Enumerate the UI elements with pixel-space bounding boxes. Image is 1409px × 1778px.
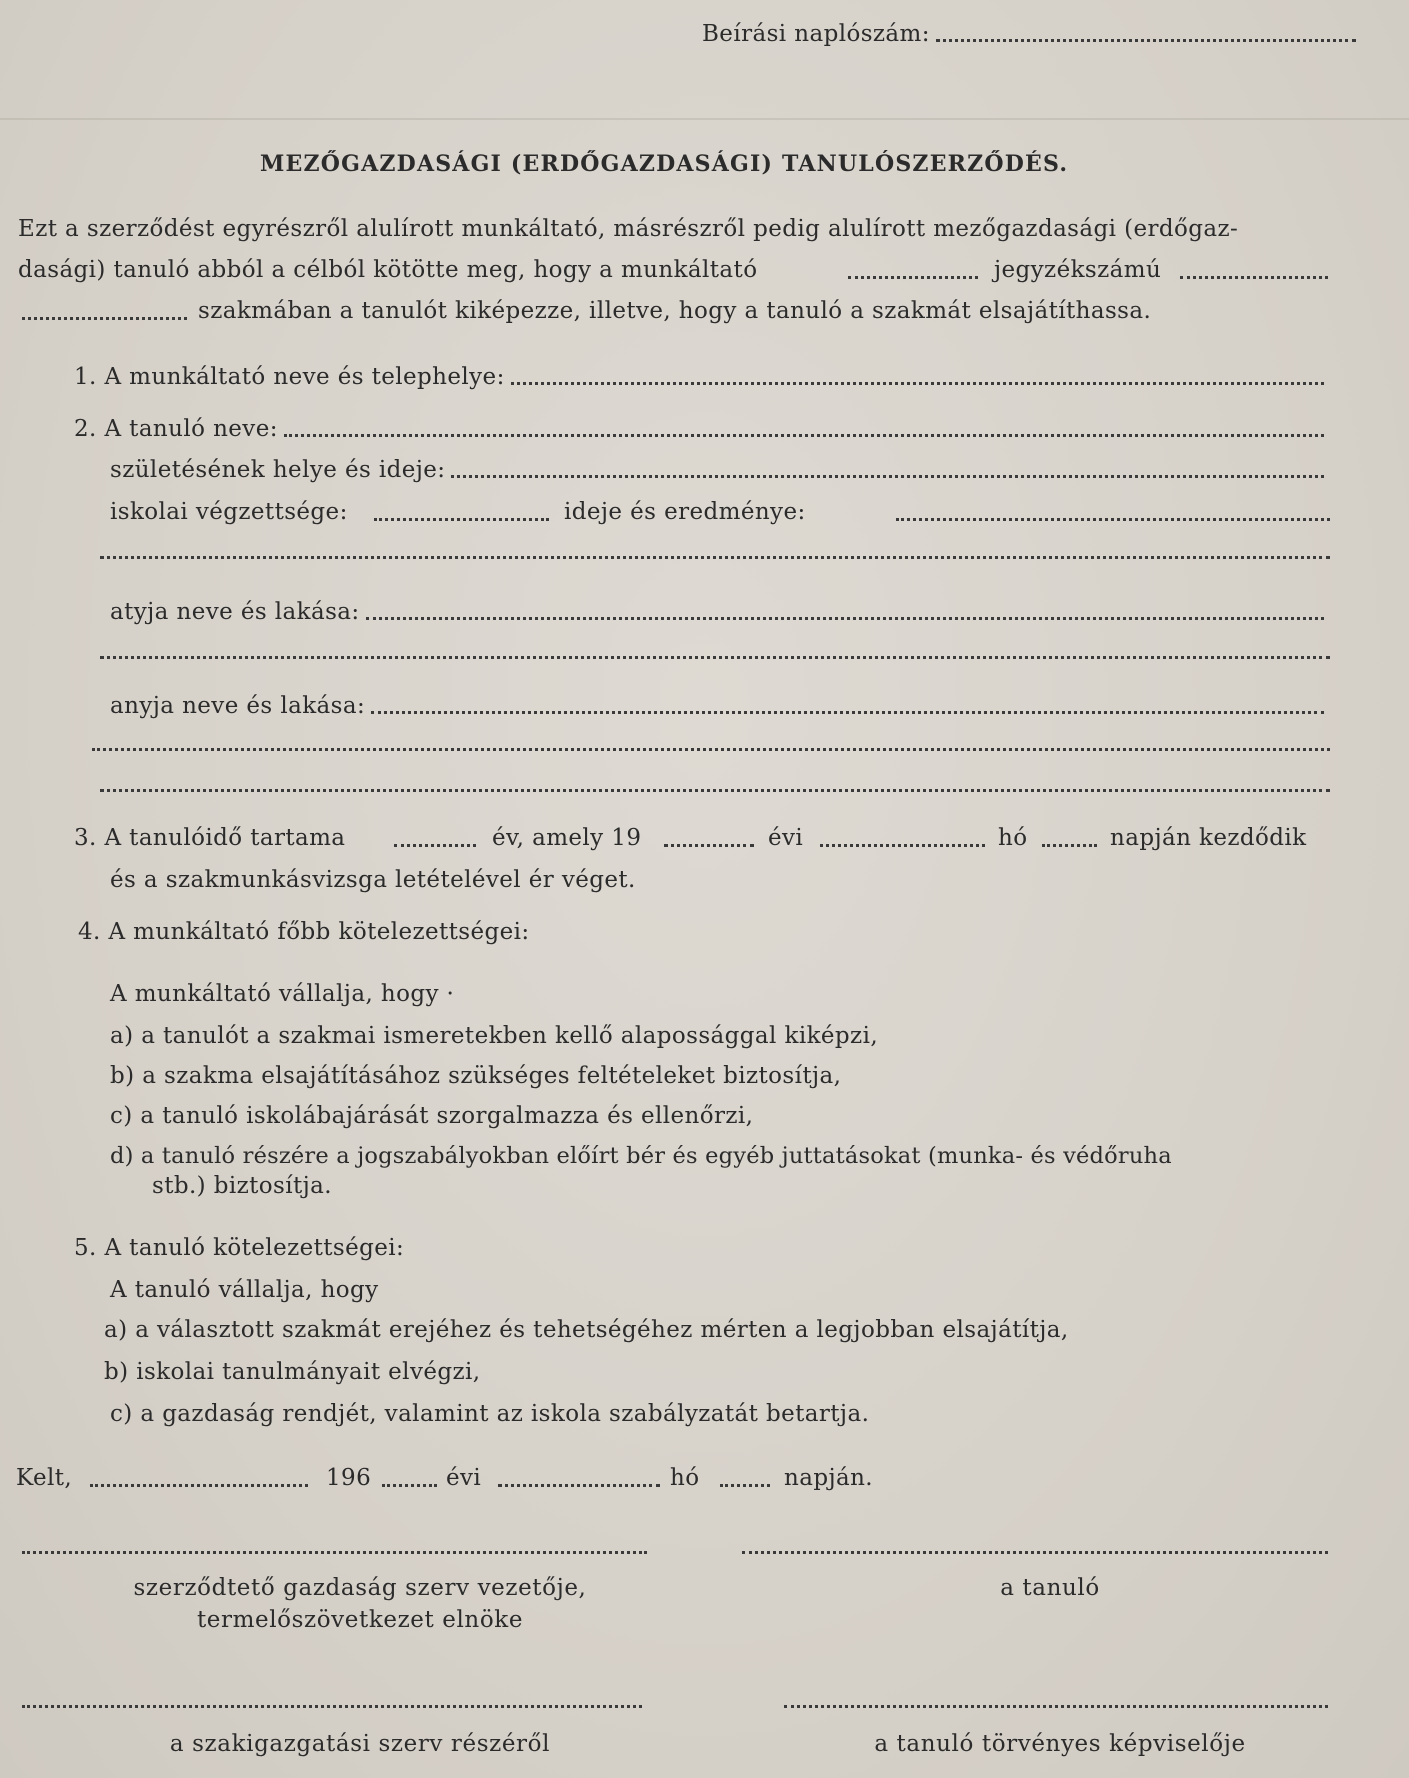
intro-line-2b: jegyzékszámú: [994, 257, 1162, 283]
employer-duty-d-cont: stb.) biztosítja.: [152, 1173, 333, 1199]
kelt-day-dots[interactable]: [720, 1484, 770, 1487]
duration-start-label: napján kezdődik: [1110, 825, 1307, 851]
duration-ho-label: hó: [998, 825, 1028, 851]
duration-label: 3. A tanulóidő tartama: [74, 825, 346, 851]
mother-label: anyja neve és lakása:: [110, 693, 366, 719]
kelt-year-dots[interactable]: [382, 1484, 437, 1487]
father-dots: [366, 617, 1324, 620]
kelt-year-label: 196: [326, 1465, 372, 1491]
kelt-label: Kelt,: [16, 1465, 73, 1491]
signature-line-right-2[interactable]: [784, 1705, 1328, 1708]
employer-caption-line-2: termelőszövetkezet elnöke: [196, 1607, 524, 1633]
mother-extra-dots-2[interactable]: [100, 789, 1330, 792]
school-dots[interactable]: [374, 518, 549, 521]
trade-dots[interactable]: [22, 317, 187, 320]
school-time-dots[interactable]: [896, 518, 1330, 521]
father-field[interactable]: [110, 598, 1330, 626]
school-time-label: ideje és eredménye:: [564, 499, 806, 525]
paper-fold-line: [0, 118, 1409, 120]
registry-dots[interactable]: [1180, 276, 1328, 279]
employer-duty-a: a) a tanulót a szakmai ismeretekben kellő alapossággal kiképzi,: [110, 1023, 879, 1049]
registry-number-dots: [936, 39, 1356, 42]
employer-name-label: 1. A munkáltató neve és telephelye:: [74, 364, 505, 390]
start-month-dots[interactable]: [820, 844, 985, 847]
employer-caption-line-1: szerződtető gazdaság szerv vezetője,: [133, 1575, 587, 1601]
mother-extra-dots-1[interactable]: [92, 748, 1330, 751]
employer-name-dots: [511, 382, 1324, 385]
birth-place-field[interactable]: [110, 456, 1330, 484]
start-day-dots[interactable]: [1042, 844, 1097, 847]
mother-field[interactable]: [110, 692, 1330, 720]
apprentice-duty-b: b) iskolai tanulmányait elvégzi,: [104, 1359, 481, 1385]
signature-line-right-1[interactable]: [742, 1551, 1328, 1554]
intro-line-2a: dasági) tanuló abból a célból kötötte meg, hogy a munkáltató: [18, 257, 758, 283]
employer-dots[interactable]: [848, 276, 978, 279]
document-title: MEZŐGAZDASÁGI (ERDŐGAZDASÁGI) TANULÓSZERZŐDÉS.: [260, 151, 1069, 177]
signature-line-left-2[interactable]: [22, 1705, 642, 1708]
mother-dots: [371, 711, 1324, 714]
birth-place-dots: [451, 475, 1324, 478]
father-extra-dots[interactable]: [100, 656, 1330, 659]
employer-duty-d: d) a tanuló részére a jogszabályokban előírt bér és egyéb juttatásokat (munka- és védőruha: [110, 1143, 1172, 1169]
apprentice-duty-a: a) a választott szakmát erejéhez és tehetségéhez mérten a legjobban elsajátítja,: [104, 1317, 1069, 1343]
birth-place-label: születésének helye és ideje:: [110, 457, 446, 483]
registry-number-field[interactable]: [702, 20, 1362, 48]
signature-caption-guardian: a tanuló törvényes képviselője: [874, 1731, 1246, 1757]
signature-caption-employer: [90, 1572, 630, 1636]
signature-caption-apprentice: a tanuló: [1000, 1575, 1100, 1601]
duration-dots[interactable]: [394, 844, 476, 847]
kelt-napjan-label: napján.: [784, 1465, 874, 1491]
signature-line-left-1[interactable]: [22, 1551, 647, 1554]
employer-duties-intro: A munkáltató vállalja, hogy ·: [110, 981, 455, 1007]
duration-end-line: és a szakmunkásvizsga letételével ér véget.: [110, 867, 636, 893]
apprentice-name-dots: [284, 434, 1324, 437]
intro-line-3: szakmában a tanulót kiképezze, illetve, hogy a tanuló a szakmát elsajátíthassa.: [198, 298, 1152, 324]
kelt-month-dots[interactable]: [498, 1484, 660, 1487]
intro-line-1: Ezt a szerződést egyrészről alulírott munkáltató, másrészről pedig alulírott mezőgazdasági (erdőgaz-: [18, 216, 1239, 242]
kelt-ho-label: hó: [670, 1465, 700, 1491]
father-label: atyja neve és lakása:: [110, 599, 360, 625]
kelt-place-dots[interactable]: [90, 1484, 308, 1487]
duration-year-label: év, amely 19: [492, 825, 642, 851]
employer-duty-b: b) a szakma elsajátításához szükséges feltételeket biztosítja,: [110, 1063, 842, 1089]
apprentice-duty-c: c) a gazdaság rendjét, valamint az iskola szabályzatát betartja.: [110, 1401, 870, 1427]
school-label: iskolai végzettsége:: [110, 499, 348, 525]
apprentice-name-label: 2. A tanuló neve:: [74, 416, 278, 442]
registry-number-label: Beírási naplószám:: [702, 21, 930, 47]
kelt-evi-label: évi: [446, 1465, 482, 1491]
apprentice-name-field[interactable]: [74, 415, 1330, 443]
employer-duties-heading: 4. A munkáltató főbb kötelezettségei:: [78, 919, 530, 945]
employer-name-field[interactable]: [74, 363, 1330, 391]
start-year-dots[interactable]: [664, 844, 754, 847]
employer-duty-c: c) a tanuló iskolábajárását szorgalmazza és ellenőrzi,: [110, 1103, 754, 1129]
apprentice-duties-heading: 5. A tanuló kötelezettségei:: [74, 1235, 405, 1261]
school-extra-dots[interactable]: [100, 556, 1330, 559]
apprentice-duties-intro: A tanuló vállalja, hogy: [110, 1277, 379, 1303]
duration-evi-label: évi: [768, 825, 804, 851]
signature-caption-authority: a szakigazgatási szerv részéről: [169, 1731, 551, 1757]
